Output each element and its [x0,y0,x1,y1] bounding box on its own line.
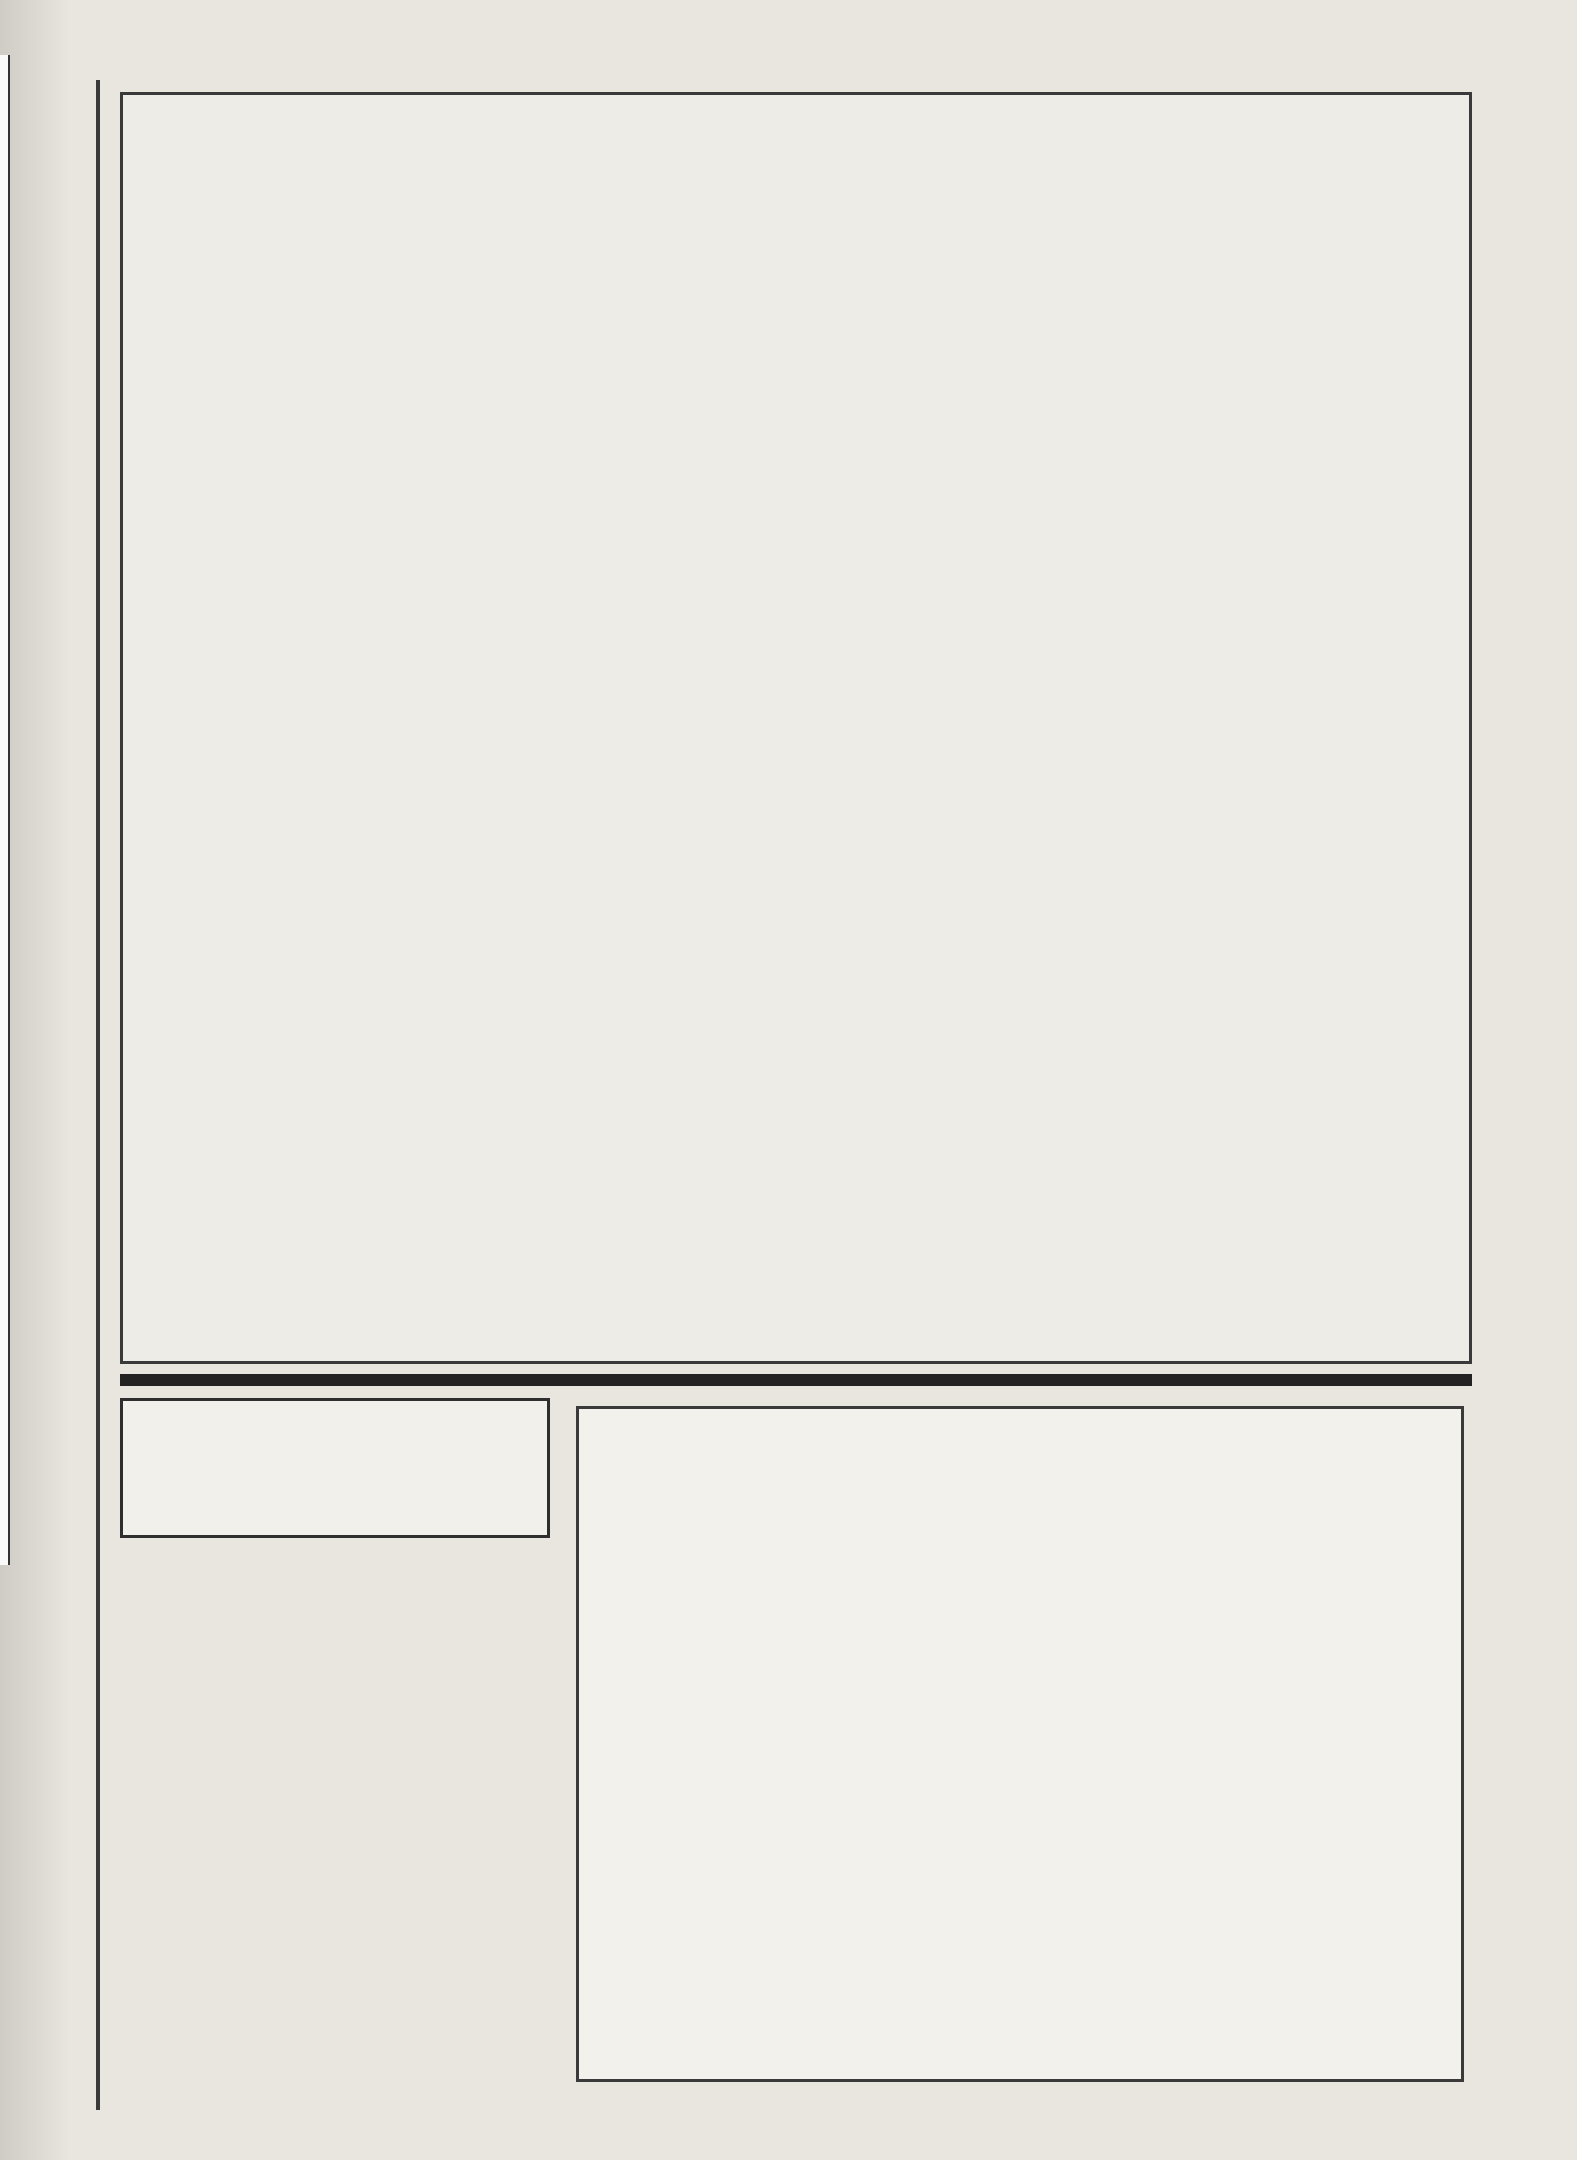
facing-page-edge [0,55,10,1565]
section-divider [120,1374,1472,1386]
hcf-article [120,1398,558,2088]
martian-landings-listing [120,92,1472,1364]
title-box [120,1398,550,1538]
hcf-listing-box [576,1406,1464,2082]
left-rule [96,80,100,2110]
page-gutter [0,0,70,2160]
